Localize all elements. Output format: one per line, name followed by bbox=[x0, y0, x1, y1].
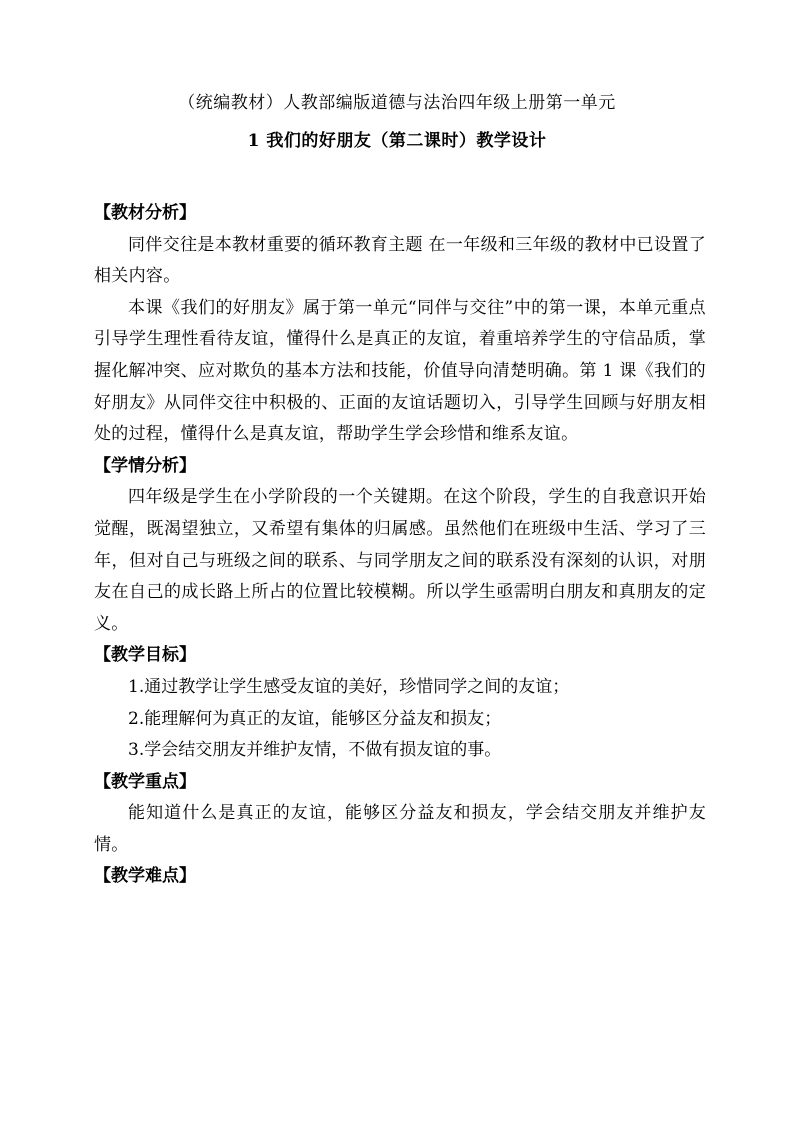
section-heading-difficulties: 【教学难点】 bbox=[94, 866, 196, 887]
paragraph: 四年级是学生在小学阶段的一个关键期。在这个阶段，学生的自我意识开始觉醒，既渴望独立，又希望有集体的归属感。虽然他们在班级中生活、学习了三年，但对自己与班级之间的联系、与同学朋友之间的联系没有深刻的认识，对朋友在自己的成长路上所占的位置比较模糊。所以学生亟需明白朋友和真朋友的定义。 bbox=[94, 487, 706, 634]
goal-item: 2.能理解何为真正的友谊，能够区分益友和损友； bbox=[128, 708, 502, 729]
section-heading-student-analysis: 【学情分析】 bbox=[94, 455, 196, 476]
goal-item: 3.学会结交朋友并维护友情，不做有损友谊的事。 bbox=[128, 740, 502, 761]
document-subtitle: （统编教材）人教部编版道德与法治四年级上册第一单元 bbox=[178, 93, 616, 113]
section-heading-textbook-analysis: 【教材分析】 bbox=[94, 203, 196, 223]
paragraph: 同伴交往是本教材重要的循环教育主题 在一年级和三年级的教材中已设置了相关内容。 bbox=[94, 234, 706, 287]
paragraph: 本课《我们的好朋友》属于第一单元“同伴与交往”中的第一课，本单元重点引导学生理性看待友谊，懂得什么是真正的友谊，着重培养学生的守信品质，掌握化解冲突、应对欺负的基本方法和技能，价值导向清楚明确。第 1 课《我们的好朋友》从同伴交往中积极的、正面的友谊话题切入，引导学生回顾与好朋友相处的过程，懂得什么是真友谊，帮助学生学会珍惜和维系友谊。 bbox=[94, 297, 706, 445]
document-title: 1 我们的好朋友（第二课时）教学设计 bbox=[247, 131, 547, 151]
section-heading-teaching-goals: 【教学目标】 bbox=[94, 645, 196, 666]
paragraph: 能知道什么是真正的友谊，能够区分益友和损友，学会结交朋友并维护友情。 bbox=[94, 803, 706, 855]
section-heading-key-points: 【教学重点】 bbox=[94, 771, 196, 792]
document-body bbox=[94, 198, 706, 893]
goal-item: 1.通过教学让学生感受友谊的美好，珍惜同学之间的友谊； bbox=[128, 676, 570, 697]
